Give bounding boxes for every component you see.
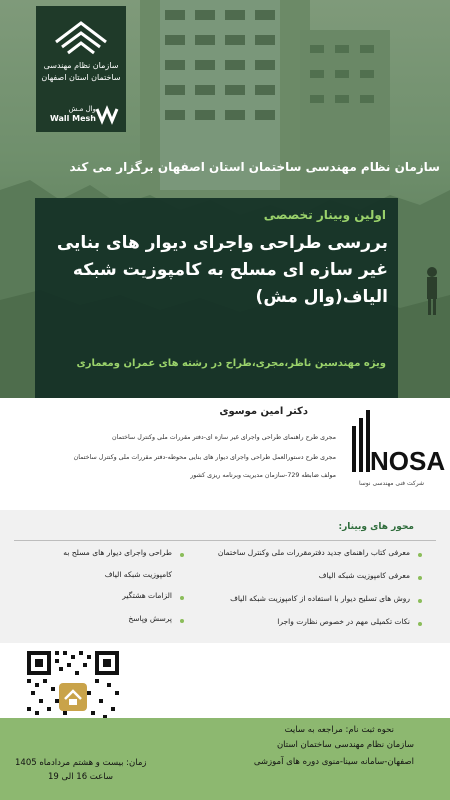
topic-left-1-cont: کامپوزیت شبکه الیاف — [104, 570, 172, 579]
speaker-name: دکتر امین موسوی — [219, 406, 308, 417]
bullet-icon — [418, 576, 422, 580]
registration-title: نحوه ثبت نام: مراجعه به سایت — [284, 725, 394, 735]
topic-left-3: پرسش وپاسخ — [128, 614, 172, 623]
topic-right-1: معرفی کتاب راهنمای جدید دفترمقررات ملی وکنترل ساختمان — [217, 548, 410, 557]
webinar-title: بررسی طراحی واجرای دیوار های بنایی غیر سازه ای مسلح به کامپوزیت شبکه الیاف(وال مش) — [56, 233, 388, 307]
bullet-icon — [180, 553, 184, 557]
topic-left-2: الزامات هشتگیر — [122, 591, 172, 600]
speaker-credential-2: مجری طرح دستورالعمل طراحی واجرای دیوار های بنایی محوطه-دفتر مقررات ملی وکنترل ساختمان — [73, 454, 336, 461]
bullet-icon — [418, 553, 422, 557]
org-name-line2: ساختمان استان اصفهان — [41, 73, 121, 82]
event-date: زمان: بیست و هشتم مردادماه 1405 — [15, 758, 147, 768]
org-name-line1: سازمان نظام مهندسی — [43, 61, 119, 70]
topic-left-1: طراحی واجرای دیوار های مسلح به — [63, 548, 172, 557]
event-time: ساعت 16 الی 19 — [48, 772, 113, 782]
organization-logo — [36, 6, 126, 132]
topic-right-3: روش های تسلیح دیوار با استفاده از کامپوزیت شبکه الیاف — [230, 594, 410, 603]
footer-section — [0, 718, 450, 800]
topic-right-2: معرفی کامپوزیت شبکه الیاف — [318, 571, 410, 580]
speaker-section — [0, 398, 450, 510]
house-roof-icon — [54, 20, 108, 56]
topic-right-4: نکات تکمیلی مهم در خصوص نظارت واجرا — [277, 617, 410, 626]
topics-divider — [14, 540, 436, 541]
bullet-icon — [180, 596, 184, 600]
wallmesh-en-label: Wall Mesh — [49, 114, 96, 123]
wallmesh-icon — [96, 107, 118, 123]
registration-path: اصفهان-سامانه سینا-منوی دوره های آموزشی — [253, 757, 414, 767]
first-webinar-label: اولین وبینار تخصصی — [263, 208, 386, 222]
nosa-logo-text: NOSA — [370, 446, 446, 476]
topics-section — [0, 510, 450, 643]
speaker-credential-1: مجری طرح راهنمای طراحی واجرای غیر سازه ای-دفتر مقررات ملی وکنترل ساختمان — [112, 434, 336, 441]
wallmesh-fa-label: وال مـش — [68, 105, 96, 113]
bullet-icon — [418, 599, 422, 603]
bullet-icon — [180, 619, 184, 623]
audience-line: ویژه مهندسین ناظر،مجری،طراح در رشته های عمران ومعماری — [76, 358, 386, 369]
bullet-icon — [418, 622, 422, 626]
title-panel — [35, 198, 398, 398]
organizer-line: سازمان نظام مهندسی ساختمان استان اصفهان برگزار می کند — [69, 160, 440, 174]
company-subtitle: شرکت فنی مهندسی نوسا — [358, 480, 425, 487]
hero-section — [0, 0, 450, 398]
nosa-logo-icon — [350, 408, 446, 478]
registration-org: سازمان نظام مهندسی ساختمان استان — [276, 740, 414, 750]
wallmesh-brand — [36, 104, 126, 126]
speaker-credential-3: مولف ضابطه 729-سازمان مدیریت وبرنامه ریزی کشور — [190, 472, 336, 479]
topics-header: محور های وبینار: — [338, 522, 414, 532]
